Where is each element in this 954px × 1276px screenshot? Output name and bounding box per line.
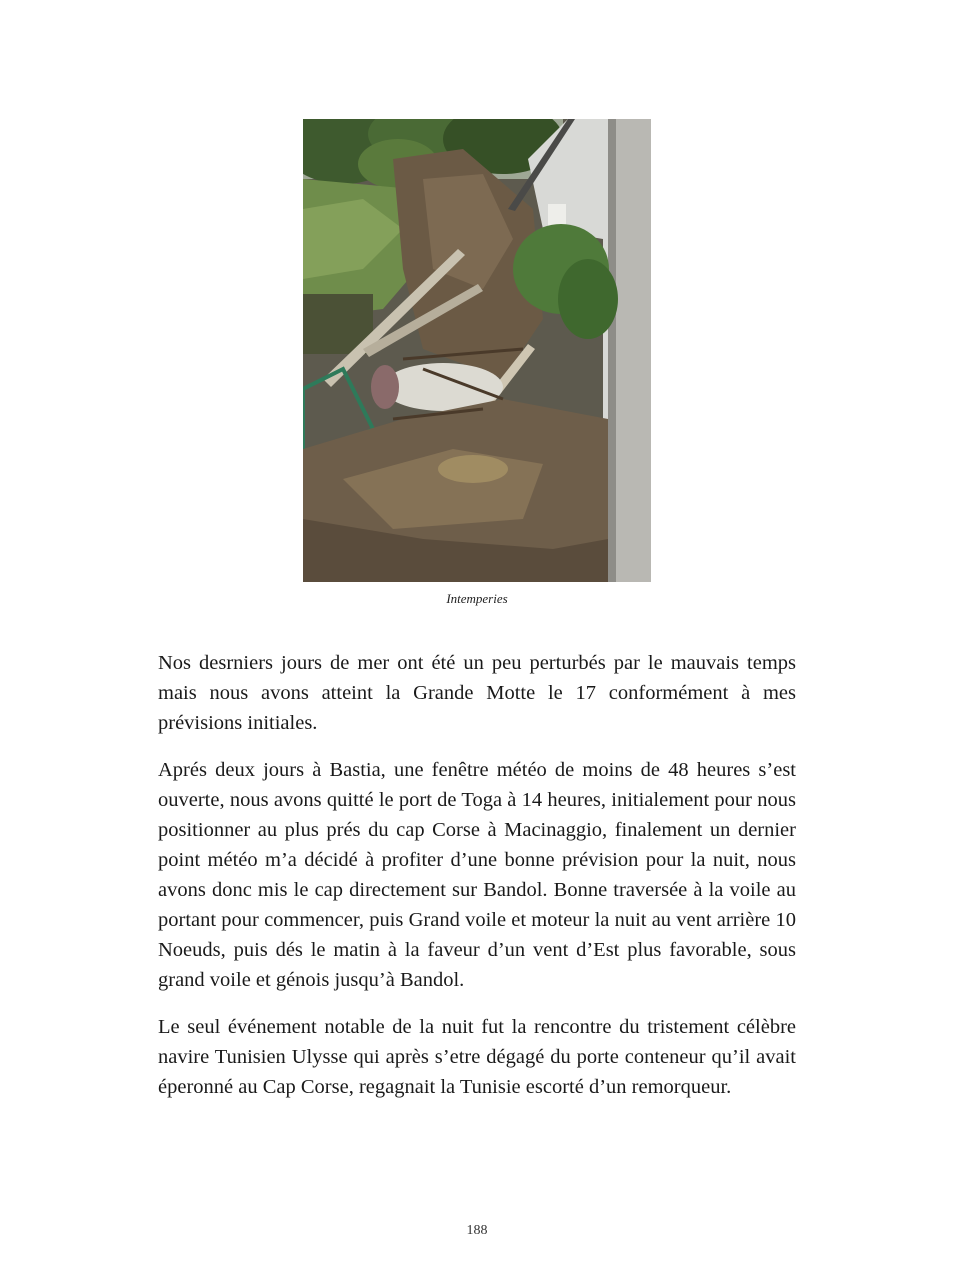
paragraph: Le seul événement notable de la nuit fut la rencontre du tristement célèbre navire Tunisien Ulysse qui après s’etre dégagé du porte conteneur qu’il avait éperonné au Cap Corse, regagnait la Tunisie escorté d’un remorqueur. xyxy=(158,1016,796,1098)
paragraph: Aprés deux jours à Bastia, une fenêtre météo de moins de 48 heures s’est ouverte, nous avons quitté le port de Toga à 14 heures, initialement pour nous positionner au plus prés du cap Corse à Macinaggio, finalement un dernier point météo m’a décidé à profiter d’une bonne prévision pour la nuit, nous avons donc mis le cap directement sur Bandol. Bonne traversée à la voile au portant pour commencer, puis Grand voile et moteur la nuit au vent arrière 10 Noeuds, puis dés le matin à la faveur d’un vent d’Est plus favorable, sous grand voile et génois jusqu’à Bandol. xyxy=(158,759,796,991)
figure-caption: Intemperies xyxy=(446,591,508,606)
paragraph: Nos desrniers jours de mer ont été un peu perturbés par le mauvais temps mais nous avons atteint la Grande Motte le 17 conformément à mes prévisions initiales. xyxy=(158,652,796,734)
page-number: 188 xyxy=(466,1223,488,1238)
body-text xyxy=(158,648,796,1119)
photo-illustration xyxy=(303,119,651,582)
landslide-photo xyxy=(303,119,651,582)
